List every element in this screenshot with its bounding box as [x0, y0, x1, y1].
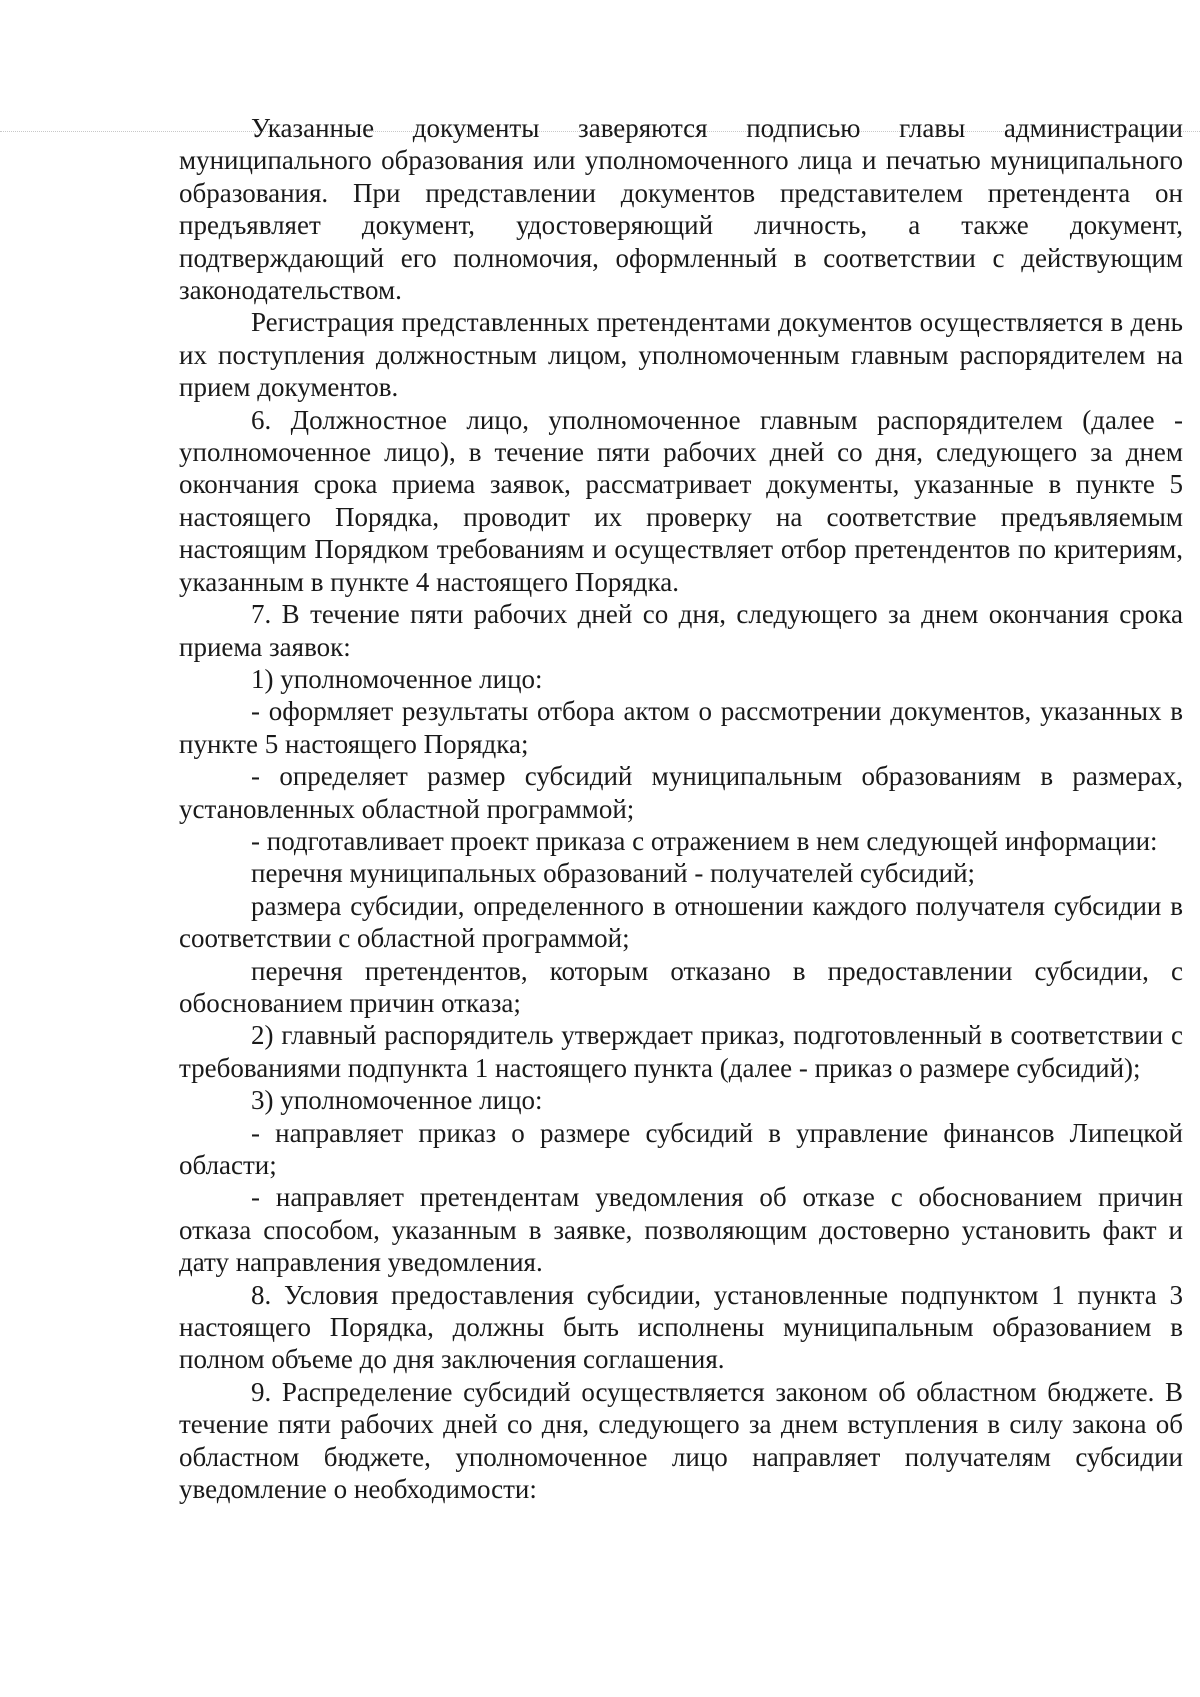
paragraph-documents-certification: Указанные документы заверяются подписью главы администрации муниципального образования или уполномоченного лица и печатью муниципального образования. При представлении документов представителем претендента он предъявляет документ, удостоверяющий личность, а также документ, подтверждающий его полномочия, оформленный в соответствии с действующим законодательством.: [179, 113, 1183, 306]
paragraph-subitem-7-1: 1) уполномоченное лицо:: [251, 663, 543, 694]
paragraph-item-8: 8. Условия предоставления субсидии, установленные подпунктом 1 пункта 3 настоящего Порядка, должны быть исполнены муниципальным образованием в полном объеме до дня заключения соглашения.: [179, 1279, 1183, 1375]
paragraph-dash-send-order: - направляет приказ о размере субсидий в управление финансов Липецкой области;: [179, 1117, 1183, 1180]
paragraph-subitem-7-3: 3) уполномоченное лицо:: [251, 1085, 543, 1116]
paragraph-dash-subsidy-size: - определяет размер субсидий муниципальным образованиям в размерах, установленных областной программой;: [179, 761, 1183, 824]
document-body: [179, 112, 1183, 1505]
paragraph-item-6: 6. Должностное лицо, уполномоченное главным распорядителем (далее - уполномоченное лицо), в течение пяти рабочих дней со дня, следующего за днем окончания срока приема заявок, рассматривает документы, указанные в пункте 5 настоящего Порядка, проводит их проверку на соответствие предъявляемым настоящим Порядком требованиям и осуществляет отбор претендентов по критериям, указанным в пункте 4 настоящего Порядка.: [179, 404, 1183, 597]
paragraph-item-9: 9. Распределение субсидий осуществляется законом об областном бюджете. В течение пяти рабочих дней со дня, следующего за днем вступления в силу закона об областном бюджете, уполномоченное лицо направляет получателям субсидии уведомление о необходимости:: [179, 1376, 1183, 1505]
paragraph-subitem-7-2: 2) главный распорядитель утверждает приказ, подготовленный в соответствии с требованиями подпункта 1 настоящего пункта (далее - приказ о размере субсидий);: [179, 1020, 1183, 1083]
paragraph-dash-send-refusals: - направляет претендентам уведомления об отказе с обоснованием причин отказа способом, указанным в заявке, позволяющим достоверно установить факт и дату направления уведомления.: [179, 1182, 1183, 1278]
paragraph-item-7: 7. В течение пяти рабочих дней со дня, следующего за днем окончания срока приема заявок:: [179, 599, 1183, 662]
paragraph-recipients-list: перечня муниципальных образований - получателей субсидий;: [251, 858, 976, 889]
paragraph-dash-draft-order: - подготавливает проект приказа с отражением в нем следующей информации:: [251, 825, 1158, 856]
paragraph-dash-results: - оформляет результаты отбора актом о рассмотрении документов, указанных в пункте 5 настоящего Порядка;: [179, 696, 1183, 759]
paragraph-subsidy-amount: размера субсидии, определенного в отношении каждого получателя субсидии в соответствии с областной программой;: [179, 890, 1183, 954]
paragraph-documents-registration: Регистрация представленных претендентами документов осуществляется в день их поступления должностным лицом, уполномоченным главным распорядителем на прием документов.: [179, 307, 1183, 403]
paragraph-refused-list: перечня претендентов, которым отказано в предоставлении субсидии, с обоснованием причин отказа;: [179, 955, 1183, 1018]
